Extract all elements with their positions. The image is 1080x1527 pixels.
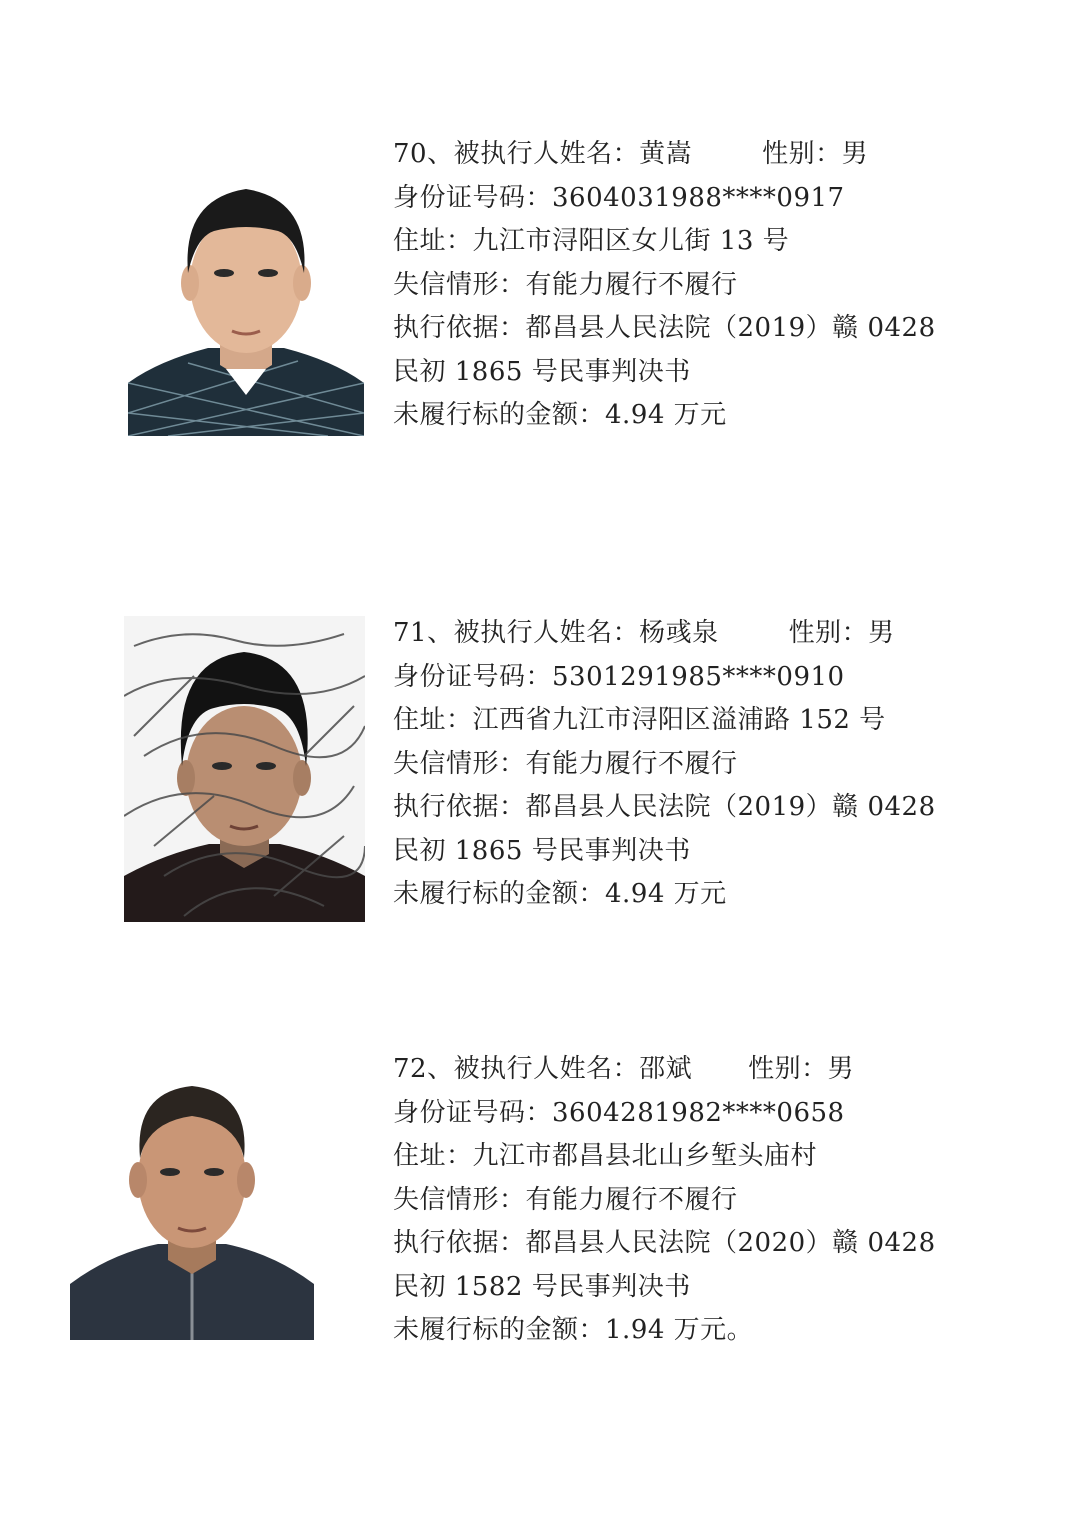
record-number: 72、 — [393, 1054, 454, 1084]
person-name: 邵斌 — [639, 1054, 693, 1084]
amount-line — [393, 873, 993, 917]
name-line — [393, 133, 993, 177]
situation-label: 失信情形： — [393, 269, 526, 300]
basis-value: 都昌县人民法院（2019）赣 0428 — [525, 792, 936, 822]
name-label: 被执行人姓名： — [453, 618, 640, 648]
address-value: 九江市都昌县北山乡堑头庙村 — [472, 1141, 818, 1171]
portrait-photo-70 — [128, 133, 364, 436]
situation-line — [393, 1179, 993, 1223]
name-line — [393, 612, 993, 656]
basis-label: 执行依据： — [393, 313, 526, 343]
gender-value: 男 — [827, 1054, 855, 1084]
basis-label: 执行依据： — [393, 1228, 526, 1258]
situation-line — [393, 264, 993, 308]
id-label: 身份证号码： — [393, 1097, 553, 1128]
address-value: 九江市浔阳区女儿街 13 号 — [472, 226, 790, 256]
address-label: 住址： — [393, 1141, 473, 1171]
basis-value-cont: 民初 1582 号民事判决书 — [393, 1271, 691, 1302]
amount-label: 未履行标的金额： — [393, 400, 606, 430]
id-line — [393, 177, 993, 221]
address-line — [393, 1135, 993, 1179]
name-label: 被执行人姓名： — [453, 139, 640, 169]
gender-value: 男 — [868, 618, 895, 648]
person-name: 黄嵩 — [639, 139, 693, 169]
address-label: 住址： — [393, 705, 473, 735]
address-line — [393, 220, 993, 264]
basis-label: 执行依据： — [393, 792, 526, 822]
address-line — [393, 699, 993, 743]
id-number: 3604281982****0658 — [552, 1097, 845, 1128]
name-line — [393, 1048, 993, 1092]
basis-line — [393, 786, 993, 830]
basis-continuation — [393, 351, 993, 395]
record-number: 71、 — [393, 618, 454, 648]
situation-label: 失信情形： — [393, 748, 526, 779]
gender-label: 性别： — [762, 139, 842, 169]
id-label: 身份证号码： — [393, 182, 553, 213]
situation-label: 失信情形： — [393, 1184, 526, 1215]
basis-value-cont: 民初 1865 号民事判决书 — [393, 356, 691, 387]
basis-value-cont: 民初 1865 号民事判决书 — [393, 835, 691, 866]
id-number: 5301291985****0910 — [552, 661, 845, 692]
basis-continuation — [393, 830, 993, 874]
portrait-photo-72 — [70, 1048, 314, 1340]
amount-value: 4.94 万元 — [605, 879, 727, 909]
portrait-photo-71 — [124, 616, 365, 922]
record-70 — [393, 133, 993, 438]
amount-line — [393, 394, 993, 438]
id-number: 3604031988****0917 — [552, 182, 845, 213]
id-label: 身份证号码： — [393, 661, 553, 692]
amount-value: 1.94 万元。 — [605, 1315, 754, 1345]
name-label: 被执行人姓名： — [453, 1054, 640, 1084]
id-line — [393, 1092, 993, 1136]
gender-value: 男 — [841, 139, 869, 169]
basis-value: 都昌县人民法院（2019）赣 0428 — [525, 313, 936, 343]
situation-value: 有能力履行不履行 — [525, 269, 738, 300]
person-name: 杨彧泉 — [639, 618, 719, 648]
basis-line — [393, 1222, 993, 1266]
record-72 — [393, 1048, 993, 1353]
situation-value: 有能力履行不履行 — [525, 748, 738, 779]
amount-label: 未履行标的金额： — [393, 879, 606, 909]
id-line — [393, 656, 993, 700]
basis-continuation — [393, 1266, 993, 1310]
amount-value: 4.94 万元 — [605, 400, 727, 430]
address-value: 江西省九江市浔阳区溢浦路 152 号 — [472, 705, 886, 735]
basis-value: 都昌县人民法院（2020）赣 0428 — [525, 1228, 936, 1258]
amount-label: 未履行标的金额： — [393, 1315, 606, 1345]
situation-value: 有能力履行不履行 — [525, 1184, 738, 1215]
address-label: 住址： — [393, 226, 473, 256]
record-71 — [393, 612, 993, 917]
record-number: 70、 — [393, 139, 454, 169]
amount-line — [393, 1309, 993, 1353]
situation-line — [393, 743, 993, 787]
gender-label: 性别： — [788, 618, 869, 648]
basis-line — [393, 307, 993, 351]
gender-label: 性别： — [748, 1054, 828, 1084]
